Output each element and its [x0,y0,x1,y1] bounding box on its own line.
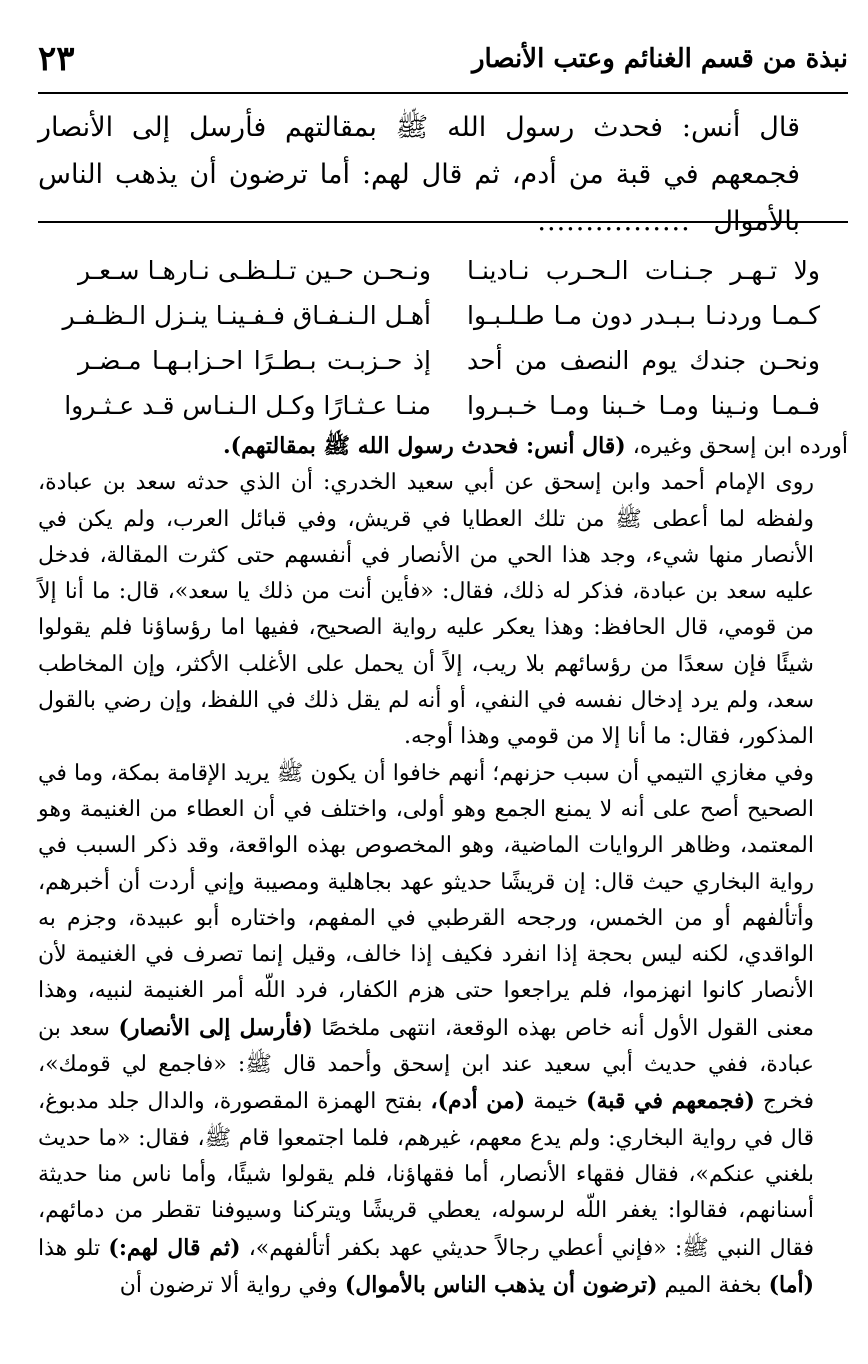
verse-first-hemistich: ولا تـهـر جـنـات الـحـرب نـادينـا [467,256,820,285]
poem-verse [60,338,838,383]
commentary-text: وفي مغازي التيمي أن سبب حزنهم؛ أنهم خافوا أن يكون ﷺ يريد الإقامة بمكة، وما في الصحيح أصح على أنه لا يمنع الجمع وهو أولى، واختلف في أن العطاء من الغنيمة وهو المعتمد، وظاهر الروايات الماضية، وهو المخصوص بهذه الواقعة، وقد ذكر السبب في رواية البخاري حيث قال: إن قريشًا حديثو عهد بجاهلية ومصيبة وإني أردت أن أخبرهم، وأتألفهم أو من الخمس، ورجحه القرطبي في المفهم، واختاره أبو عبيدة، وجزم به الواقدي، لكنه ليس بحجة إذا انفرد فكيف إذا خالف، وقيل إنما تصرف في الغنيمة لأن الأنصار كانوا انهزموا، فلم يراجعوا حتى هزم الكفار، فرد اللّه أمر الغنيمة لنبيه، وهذا معنى القول الأول أنه خاص بهذه الوقعة، انتهى ملخصًا [38,760,814,1041]
verse-second-hemistich: إذ حـزبـت بـطـرًا احـزابـهـا مـضـر [78,346,431,375]
hadith-text-block [38,104,848,245]
verse-first-hemistich: ونحـن جندك يوم النصف من أحد [467,346,820,375]
commentary-paragraph: روى الإمام أحمد وابن إسحق عن أبي سعيد الخدري: أن الذي حدثه سعد بن عبادة، ولفظه لما أعطى ﷺ من تلك العطايا في قريش، وفي قبائل العرب، ولم يكن في الأنصار منها شيء، وجد هذا الحي من الأنصار في أنفسهم حتى كثرت المقالة، فدخل عليه سعد بن عبادة، فذكر له ذلك، فقال: «فأين أنت من ذلك يا سعد»، قال: ما أنا إلاً من قومي، قال الحافظ: وهذا يعكر عليه رواية الصحيح، ففيها اما رؤساؤنا فلم يقولوا شيئًا فإن سعدًا من رؤسائهم بلا ريب، إلاً أن يحمل على الأغلب الأكثر، وإن المخاطب سعد، ولم يرد إدخال نفسه في النفي، أو أنه لم يقل ذلك في اللفظ، وإن رضي بالقول المذكور، فقال: ما أنا إلا من قومي وهذا أوجه. [38,470,814,750]
poem-verse [60,383,838,428]
commentary-text: بخفة الميم [664,1272,762,1298]
verse-second-hemistich: أهـل الـنـفـاق فـفـينـا ينـزل الـظـفـر [62,301,431,330]
commentary [38,428,848,1304]
commentary-text: أورده ابن إسحق وغيره، [632,434,848,459]
verse-first-hemistich: كـمـا وردنـا بـبـدر دون مـا طـلـبـوا [467,301,820,330]
verse-first-hemistich: فـمـا ونـينا ومـا خـبنا ومـا خـبـروا [467,391,820,420]
page-number: ٢٣ [38,39,75,79]
quoted-lemma: (من أدم)، [430,1088,526,1115]
verse-second-hemistich: منـا عـثـارًا وكـل الـنـاس قـد عـثـروا [64,391,431,420]
commentary-text: بفتح الهمزة المقصورة، والدال جلد مدبوغ، قال في رواية البخاري: ولم يدع معهم، غيرهم، فلما اجتمعوا قام ﷺ، فقال: «ما حديث بلغني عنكم»، فقال فقهاء الأنصار، أما فقهاؤنا، فلم يقولوا شيئًا، وأما ناس منا حديثة أسنانهم، فقالوا: يغفر اللّه لرسوله، يعطي قريشًا ويتركنا وسيوفنا تقطر من دمائهم، فقال النبي ﷺ: «فإني أعطي رجالاً حديثي عهد بكفر أتألفهم»، [38,1089,815,1261]
poem-verse [60,293,838,338]
poem-verse [60,248,838,293]
quoted-lemma: (أما) [768,1271,814,1298]
commentary-text: تلو هذا [38,1235,101,1261]
quoted-lemma: (قال أنس: فحدث رسول الله ﷺ بمقالتهم). [223,433,626,459]
header-rule [38,92,848,94]
quoted-lemma: (ترضون أن يذهب الناس بالأموال) [344,1271,658,1298]
poem [60,248,838,428]
page-header [38,28,848,90]
commentary-text: سعد بن عبادة، ففي حديث أبي سعيد عند ابن إسحق وأحمد قال ﷺ: «فاجمع لي قومك»، فخرج [38,1015,814,1115]
commentary-text: وفي رواية ألا ترضون أن [119,1272,338,1298]
quoted-lemma: (فأرسل إلى الأنصار) [118,1014,313,1041]
hadith-text: قال أنس: فحدث رسول الله ﷺ بمقالتهم فأرسل إلى الأنصار فجمعهم في قبة من أدم، ثم قال لهم: أما ترضون أن يذهب الناس بالأموال [38,112,800,237]
commentary-paragraph [38,428,848,465]
quoted-lemma: (فجمعهم في قبة) [586,1088,755,1115]
running-title: نبذة من قسم الغنائم وعتب الأنصار [471,44,848,74]
commentary-text: خيمة [533,1089,579,1115]
hadith-rule [38,221,848,223]
commentary-paragraph [38,756,848,1304]
quoted-lemma: (ثم قال لهم:) [108,1234,241,1261]
hadith-paragraph [38,104,848,245]
hadith-ellipsis: ................ [537,206,691,237]
verse-second-hemistich: ونـحـن حـين تـلـظـى نـارهـا سـعـر [78,256,431,285]
